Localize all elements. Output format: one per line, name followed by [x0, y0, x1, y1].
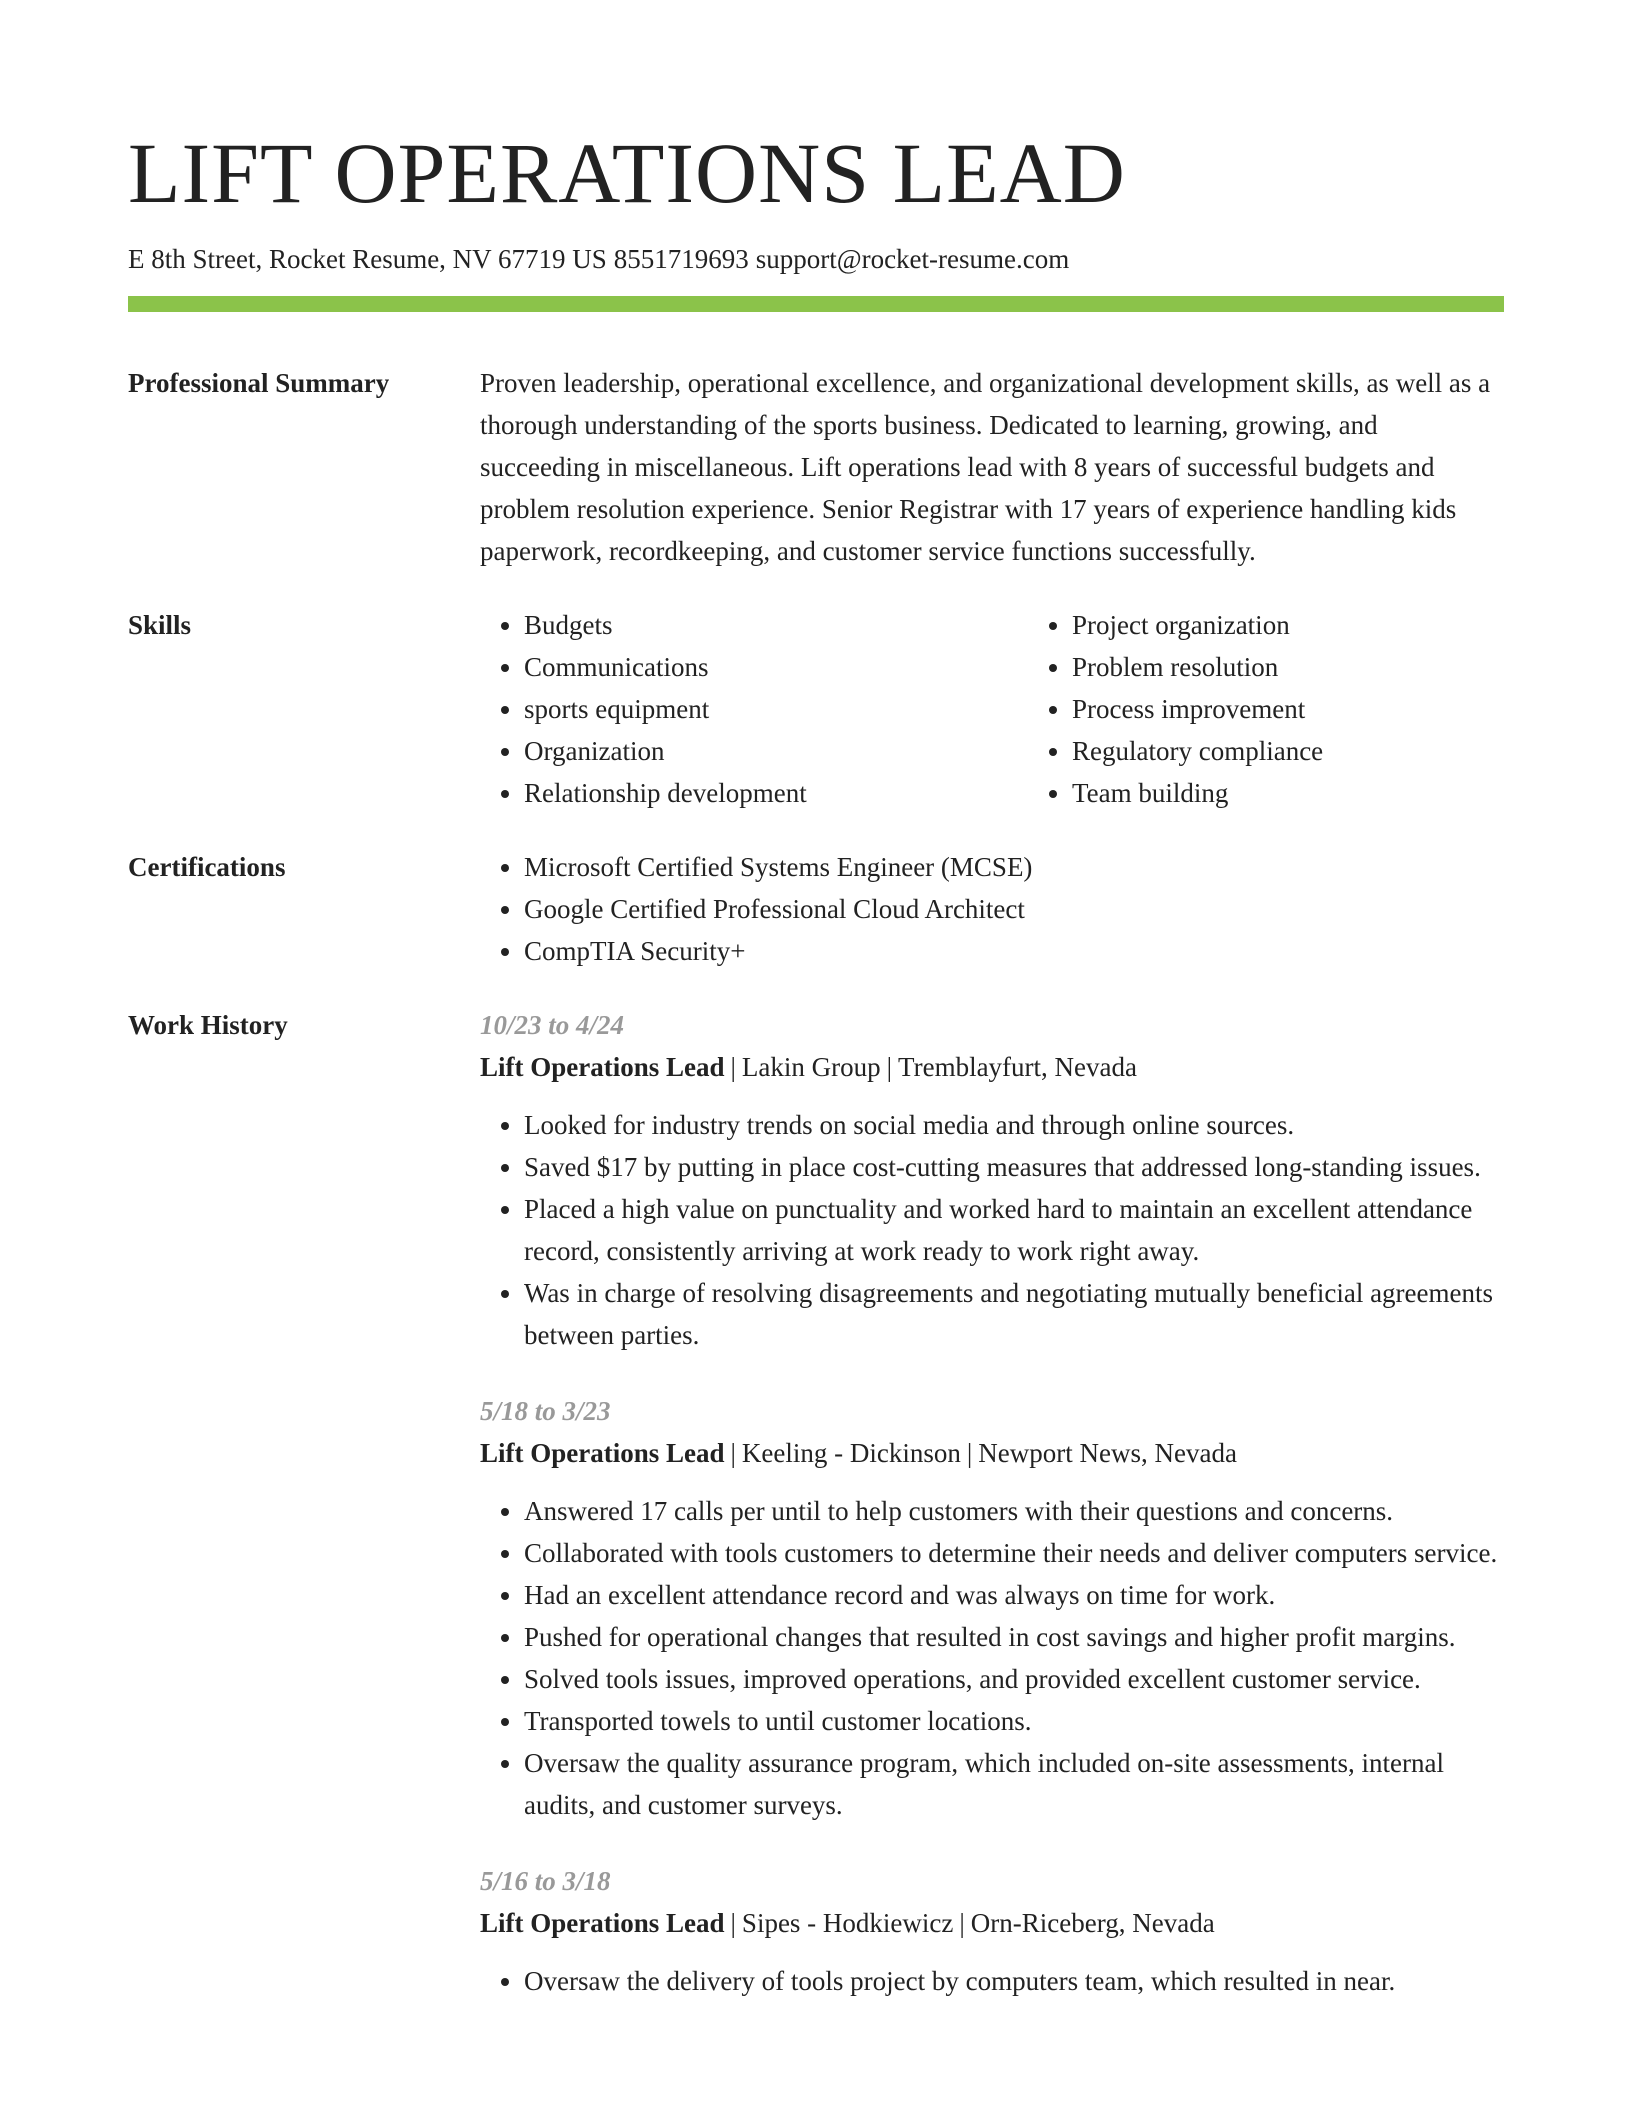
- job-location: Orn-Riceberg, Nevada: [970, 1908, 1215, 1938]
- job-company: Lakin Group: [741, 1052, 881, 1082]
- skill-item: • sports equipment: [524, 688, 1028, 730]
- job-duty: • Pushed for operational changes that resulted in cost savings and higher profit margins.: [524, 1616, 1504, 1658]
- resume-page: [128, 0, 1504, 2036]
- job-separator: |: [966, 1438, 973, 1468]
- job-dates: 5/16 to 3/18: [480, 1866, 611, 1896]
- job-separator: |: [730, 1052, 736, 1082]
- job-duty: • Oversaw the delivery of tools project by computers team, which resulted in near.: [524, 1960, 1504, 2002]
- skill-item: • Process improvement: [1072, 688, 1576, 730]
- job-location: Tremblayfurt, Nevada: [898, 1052, 1137, 1082]
- job-duty: • Transported towels to until customer locations.: [524, 1700, 1504, 1742]
- certifications-section: [128, 846, 1504, 972]
- skill-item: • Regulatory compliance: [1072, 730, 1576, 772]
- job-entry: [480, 1390, 1504, 1826]
- job-entry: [480, 1860, 1504, 2002]
- contact-phone: 8551719693: [613, 244, 749, 274]
- header-divider: [128, 296, 1504, 312]
- skills-list-right: [1028, 604, 1576, 814]
- summary-text: Proven leadership, operational excellence, and organizational development skills, as well as a thorough understanding of the sports business. Dedicated to learning, growing, and succeeding in miscellaneous. Lift operations lead with 8 years of successful budgets and problem resolution experience. Senior Registrar with 17 years of experience handling kids paperwork, recordkeeping, and customer service functions successfully.: [480, 368, 1491, 566]
- job-duty: • Answered 17 calls per until to help customers with their questions and concerns.: [524, 1490, 1504, 1532]
- job-duty: • Oversaw the quality assurance program, which included on-site assessments, internal audits, and customer surveys.: [524, 1742, 1504, 1826]
- work-history-section: [128, 1004, 1504, 2036]
- skill-item: • Project organization: [1072, 604, 1576, 646]
- skills-list-left: [480, 604, 1028, 814]
- certifications-heading: Certifications: [128, 852, 286, 882]
- summary-heading: Professional Summary: [128, 368, 390, 398]
- job-title: Lift Operations Lead: [480, 1052, 725, 1082]
- job-company: Sipes - Hodkiewicz: [741, 1908, 954, 1938]
- job-duty: • Had an excellent attendance record and was always on time for work.: [524, 1574, 1504, 1616]
- certification-item: • Microsoft Certified Systems Engineer (MCSE): [524, 846, 1504, 888]
- job-dates: 10/23 to 4/24: [480, 1010, 625, 1040]
- job-duty: • Solved tools issues, improved operations, and provided excellent customer service.: [524, 1658, 1504, 1700]
- contact-email: support@rocket-resume.com: [755, 244, 1070, 274]
- job-duty: • Looked for industry trends on social media and through online sources.: [524, 1104, 1504, 1146]
- job-separator: |: [886, 1052, 893, 1082]
- certifications-list: [480, 846, 1504, 972]
- job-title: Lift Operations Lead: [480, 1438, 725, 1468]
- job-duty: • Was in charge of resolving disagreements and negotiating mutually beneficial agreements between parties.: [524, 1272, 1504, 1356]
- job-entry: [480, 1004, 1504, 1356]
- job-company: Keeling - Dickinson: [741, 1438, 961, 1468]
- job-duty: • Collaborated with tools customers to determine their needs and deliver computers service.: [524, 1532, 1504, 1574]
- job-separator: |: [959, 1908, 965, 1938]
- skill-item: • Problem resolution: [1072, 646, 1576, 688]
- skill-item: • Team building: [1072, 772, 1576, 814]
- job-header: [480, 1432, 1504, 1474]
- job-dates: 5/18 to 3/23: [480, 1396, 611, 1426]
- job-header: [480, 1046, 1504, 1088]
- job-separator: |: [730, 1438, 736, 1468]
- job-location: Newport News, Nevada: [978, 1438, 1237, 1468]
- skill-item: • Relationship development: [524, 772, 1028, 814]
- skill-item: • Budgets: [524, 604, 1028, 646]
- summary-section: [128, 362, 1504, 572]
- contact-address: E 8th Street, Rocket Resume, NV 67719 US: [128, 244, 607, 274]
- skill-item: • Organization: [524, 730, 1028, 772]
- work-history-heading: Work History: [128, 1010, 288, 1040]
- job-duties: [480, 1490, 1504, 1826]
- resume-name: LIFT OPERATIONS LEAD: [128, 125, 1126, 221]
- job-duty: • Saved $17 by putting in place cost-cutting measures that addressed long-standing issues.: [524, 1146, 1504, 1188]
- job-duties: [480, 1960, 1504, 2002]
- job-duty: • Placed a high value on punctuality and worked hard to maintain an excellent attendance record, consistently arriving at work ready to work right away.: [524, 1188, 1504, 1272]
- certification-item: • Google Certified Professional Cloud Architect: [524, 888, 1504, 930]
- job-duties: [480, 1104, 1504, 1356]
- job-title: Lift Operations Lead: [480, 1908, 725, 1938]
- certification-item: • CompTIA Security+: [524, 930, 1504, 972]
- skills-heading: Skills: [128, 610, 192, 640]
- job-header: [480, 1902, 1504, 1944]
- skill-item: • Communications: [524, 646, 1028, 688]
- contact-line: [128, 242, 1504, 276]
- skills-section: [128, 604, 1504, 814]
- job-separator: |: [730, 1908, 736, 1938]
